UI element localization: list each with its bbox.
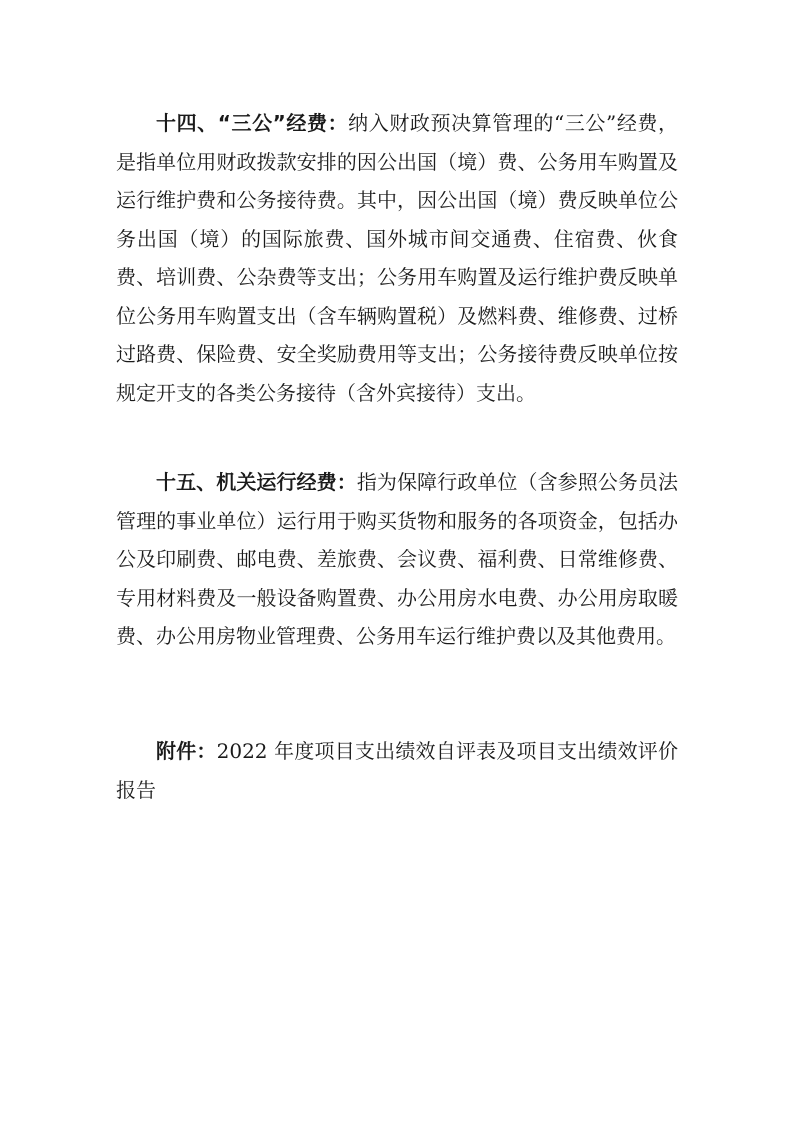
section-fourteen <box>116 104 678 412</box>
section-fourteen-body: 纳入财政预决算管理的“三公”经费，是指单位用财政拨款安排的因公出国（境）费、公务用车购置及运行维护费和公务接待费。其中，因公出国（境）费反映单位公务出国（境）的国际旅费、国外城市间交通费、住宿费、伙食费、培训费、公杂费等支出；公务用车购置及运行维护费反映单位公务用车购置支出（含车辆购置税）及燃料费、维修费、过桥过路费、保险费、安全奖励费用等支出；公务接待费反映单位按规定开支的各类公务接待（含外宾接待）支出。 <box>116 111 678 405</box>
attachment-label: 附件： <box>156 739 217 763</box>
section-fifteen <box>116 463 678 656</box>
attachment-text: 2022 年度项目支出绩效自评表及项目支出绩效评价报告 <box>116 739 678 802</box>
section-fourteen-heading: 十四、“三公”经费： <box>156 111 349 135</box>
attachment-note <box>116 732 678 809</box>
section-fifteen-heading: 十五、机关运行经费： <box>156 470 357 494</box>
section-fifteen-body: 指为保障行政单位（含参照公务员法管理的事业单位）运行用于购买货物和服务的各项资金，包括办公及印刷费、邮电费、差旅费、会议费、福利费、日常维修费、专用材料费及一般设备购置费、办公用房水电费、办公用房取暖费、办公用房物业管理费、公务用车运行维护费以及其他费用。 <box>116 470 679 648</box>
